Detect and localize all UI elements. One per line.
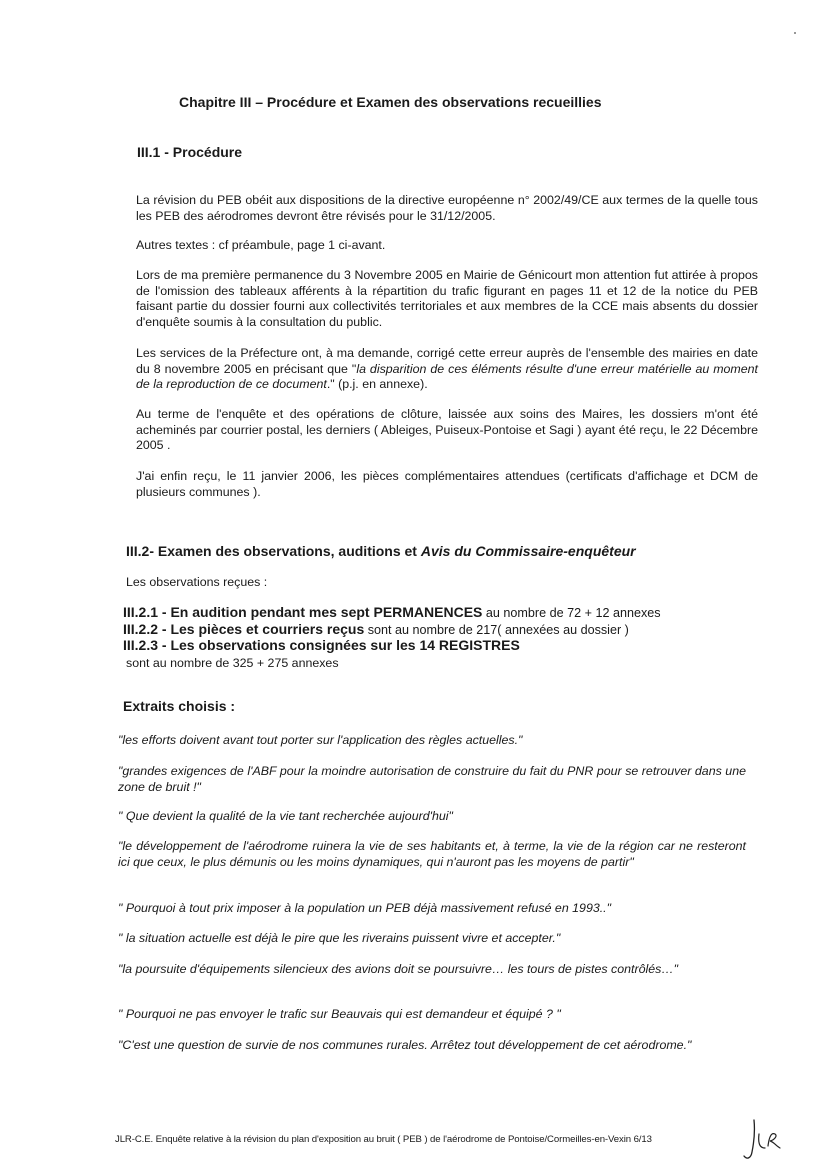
quote: "le développement de l'aérodrome ruinera la vie de ses habitants et, à terme, la vie de la région car ne resteront ici que ceux, le plus démunis ou les moins dynamiques, qui n'auront pas les moyens de partir" <box>118 839 746 869</box>
paragraph-other-texts: Autres textes : cf préambule, page 1 ci-avant. <box>136 238 386 252</box>
quote: "la poursuite d'équipements silencieux des avions doit se poursuivre… les tours de pistes contrôlés…" <box>118 962 679 976</box>
observation-item: III.2.1 - En audition pendant mes sept PERMANENCES au nombre de 72 + 12 annexes <box>123 604 661 620</box>
handwritten-signature <box>742 1118 790 1169</box>
quote: "les efforts doivent avant tout porter sur l'application des règles actuelles." <box>118 733 523 747</box>
chapter-title: Chapitre III – Procédure et Examen des observations recueillies <box>179 94 602 110</box>
page-footer: JLR-C.E. Enquête relative à la révision du plan d'exposition au bruit ( PEB ) de l'aérodrome de Pontoise/Cormeilles-en-Vexin 6/13 <box>115 1134 652 1145</box>
paragraph-complementary: J'ai enfin reçu, le 11 janvier 2006, les pièces complémentaires attendues (certificats d'affichage et DCM de plusieurs communes ). <box>136 469 758 499</box>
section-heading-examination: III.2- Examen des observations, auditions et Avis du Commissaire-enquêteur <box>126 543 636 559</box>
scan-speck <box>794 32 796 34</box>
quote: "grandes exigences de l'ABF pour la moindre autorisation de construire du fait du PNR pour se retrouver dans une zone de bruit !" <box>118 764 746 794</box>
quote: " Que devient la qualité de la vie tant recherchée aujourd'hui" <box>118 809 453 823</box>
quote: " Pourquoi à tout prix imposer à la population un PEB déjà massivement refusé en 1993.." <box>118 901 612 915</box>
observation-item: III.2.2 - Les pièces et courriers reçus sont au nombre de 217( annexées au dossier ) <box>123 621 629 637</box>
quote: " la situation actuelle est déjà le pire que les riverains puissent vivre et accepter." <box>118 931 561 945</box>
paragraph-first-permanence: Lors de ma première permanence du 3 Novembre 2005 en Mairie de Génicourt mon attention fut attirée à propos de l'omission des tableaux afférents à la répartition du trafic figurant en pages 11 et 12 de la notice du PEB faisant partie du dossier fourni aux collectivités territoriales et aux membres de la CCE mais absents du dossier d'enquête soumis à la consultation du public. <box>136 268 758 329</box>
paragraph-prefecture: Les services de la Préfecture ont, à ma demande, corrigé cette erreur auprès de l'ensemble des mairies en date du 8 novembre 2005 en précisant que "la disparition de ces éléments résulte d'une erreur matérielle au moment de la reproduction de ce document." (p.j. en annexe). <box>136 346 758 391</box>
registers-count: sont au nombre de 325 + 275 annexes <box>126 656 339 670</box>
observations-intro: Les observations reçues : <box>126 575 268 589</box>
quote: " Pourquoi ne pas envoyer le trafic sur Beauvais qui est demandeur et équipé ? " <box>118 1007 561 1021</box>
extracts-heading: Extraits choisis : <box>123 698 236 714</box>
observation-item: III.2.3 - Les observations consignées sur les 14 REGISTRES <box>123 637 520 653</box>
quote: "C'est une question de survie de nos communes rurales. Arrêtez tout développement de cet aérodrome." <box>118 1038 692 1052</box>
section-heading-procedure: III.1 - Procédure <box>137 144 243 160</box>
paragraph-closure: Au terme de l'enquête et des opérations de clôture, laissée aux soins des Maires, les dossiers m'ont été acheminés par courrier postal, les derniers ( Ableiges, Puiseux-Pontoise et Sagi ) ayant été reçu, le 22 Décembre 2005 . <box>136 407 758 452</box>
paragraph-directive: La révision du PEB obéit aux dispositions de la directive européenne n° 2002/49/CE aux termes de la quelle tous les PEB des aérodromes devront être révisés pour le 31/12/2005. <box>136 193 758 223</box>
